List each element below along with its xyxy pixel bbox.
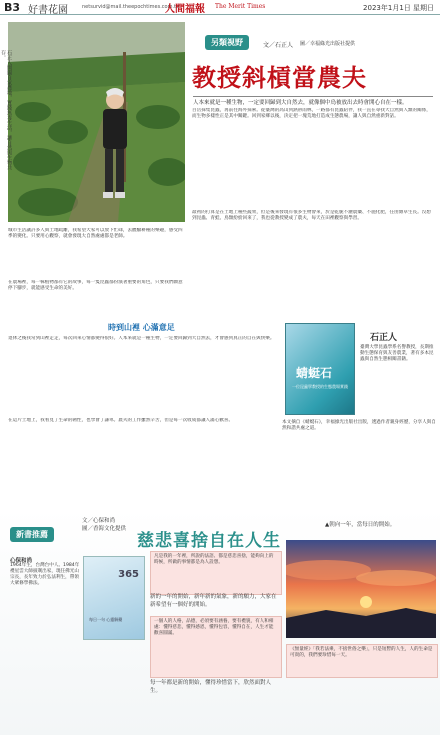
book-cover-2 bbox=[83, 556, 145, 640]
article-deck: 人本來就是一種生物，一定要回歸到大自然去，就像個中鳥被放出去時會開心自在一樣。 bbox=[193, 96, 433, 106]
article-body-col1: 百岳採集昆蟲，再前往海外探索。從臺灣的高山到熱帶雨林，一路都有昆蟲陪伴，我一直在尋找大自然與人類的關係，而生物多樣性正是其中關鍵。回到家鄉以後，決定把一塊荒地打造成生態農場，讓人與自然重新對話。 bbox=[192, 108, 431, 119]
photo-credit: 圖／幸福綠光出版社提供 bbox=[300, 41, 356, 47]
author-bio: 臺灣大學昆蟲學系名譽教授，長期推動生態保育與友善農業，著有多本昆蟲與自然生態相關書籍。 bbox=[360, 345, 434, 362]
quote-box-2-text: 一個人的人格，品德，必須要有涵養，要有禮貌，有人和相處：懂得慈悲，懂得感恩，懂得包容，懂得自在，人生才能歡喜圓滿。 bbox=[154, 619, 274, 636]
author-bio-2: 1964年生，台灣台中人。1984年禮星雲大師披剃出家，現任佛光山宗長，長年致力於弘法利生，帶領大眾修學佛法。 bbox=[10, 563, 80, 586]
header-url: netsurvid@mail.theepochtimes.com.tw bbox=[82, 4, 181, 10]
issue-date: 2023年1月1日 星期日 bbox=[363, 4, 434, 12]
closing-paragraph: 每一年都是新的開始，懂得珍惜當下，欣然面對人生。 bbox=[150, 680, 272, 694]
article-headline: 教授斜槓當農夫 bbox=[192, 63, 367, 92]
photo-caption-2: ▲朝向一年，當每日的開始。 bbox=[325, 522, 396, 528]
photo-caption: 石正人開闢自家農地，實踐無毒生活，讓自然與生物共存。 bbox=[0, 50, 12, 170]
book-cover-title: 蜻蜓石 bbox=[296, 366, 333, 380]
page-number: B3 bbox=[4, 1, 21, 14]
article-body-col6: 在這片土地上，我看見了生命的韌性，也學會了謙卑。農夫的工作雖然辛苦，但是每一次收成都讓人滿心歡喜。 bbox=[8, 418, 234, 423]
masthead-logo-en: The Merit Times bbox=[215, 3, 266, 10]
farmer-photo bbox=[8, 22, 185, 222]
book-info: 本文摘自《蜻蜓石》，幸福綠光出版社出版，透過作者親身經歷，分享人與自然和諧共處之道。 bbox=[282, 420, 436, 431]
sunset-photo bbox=[286, 540, 436, 638]
quote-box-2 bbox=[150, 616, 282, 678]
section-tag-2: 新書推薦 bbox=[10, 527, 54, 542]
author-name: 石正人 bbox=[370, 333, 398, 343]
author-name-2: 心保和尚 bbox=[10, 558, 33, 564]
quote-box-3-text: 《無量經》「我若法乘，不捨世俗之樂」，只是短暫的人生，人的生命是可貴的，我們要珍惜每一天。 bbox=[290, 647, 433, 658]
book-number: 365 bbox=[118, 569, 139, 580]
article-body-col4: 在農場裡，每一株植物都有它的故事，每一隻昆蟲都扮演著重要的角色，只要我們願意停下腳步，就能感受生命的美好。 bbox=[8, 280, 183, 291]
quote-box-1 bbox=[150, 551, 282, 595]
book-cover-subtitle: 一位昆蟲學教授的生態農場實踐 bbox=[292, 384, 348, 389]
quote-box-3 bbox=[286, 644, 438, 678]
article-headline-2: 慈悲喜捨自在人生 bbox=[137, 531, 281, 551]
article-credit: 文／石正人 bbox=[263, 42, 294, 49]
book-title-2: 每日一句 心靈解藥 bbox=[89, 617, 123, 622]
masthead-logo: 人間福報 bbox=[165, 4, 205, 15]
article-credit-2: 文／心保和尚 圖／香海文化提供 bbox=[82, 518, 127, 532]
article-subhead: 時到山裡 心滿意足 bbox=[108, 323, 175, 332]
book-cover bbox=[285, 323, 355, 415]
quote-box-1-text: 凡是我的一年裡，所說的法語、都是慈悲喜捨，能夠向上的時候，所做的事情都是為人設想。 bbox=[154, 554, 274, 565]
section-tag: 另類視野 bbox=[205, 35, 249, 50]
article-body-col2: 最初的打算是在土地上種些蔬果，但是後來發現有很多生物會來，於是乾脆不灑農藥、不施化肥，任由雜草生長。沒想到昆蟲、青蛙、鳥類紛紛回來了，我也從教授變成了農夫，每天在田裡觀察與學習。 bbox=[192, 210, 431, 221]
section-name: 好書花園 bbox=[28, 5, 68, 16]
article-body-col3: 城市生活讓許多人與土地疏離，我希望大家可以放下忙碌，去體驗耕種的樂趣，感受四季的變化。只要用心觀察，就會發現大自然處處都是老師。 bbox=[8, 228, 183, 239]
mid-paragraph: 新的一年的開始，新年新的氣象，新的願力，大家在新希望有一個好的開始。 bbox=[150, 594, 277, 608]
article-body-col5: 退休之後我常到山裡走走，每次回來心情都變得很好。人本來就是一種生物，一定要回歸到大自然去，才會感到真正的自在與快樂。 bbox=[8, 336, 275, 341]
page-header bbox=[0, 0, 440, 15]
